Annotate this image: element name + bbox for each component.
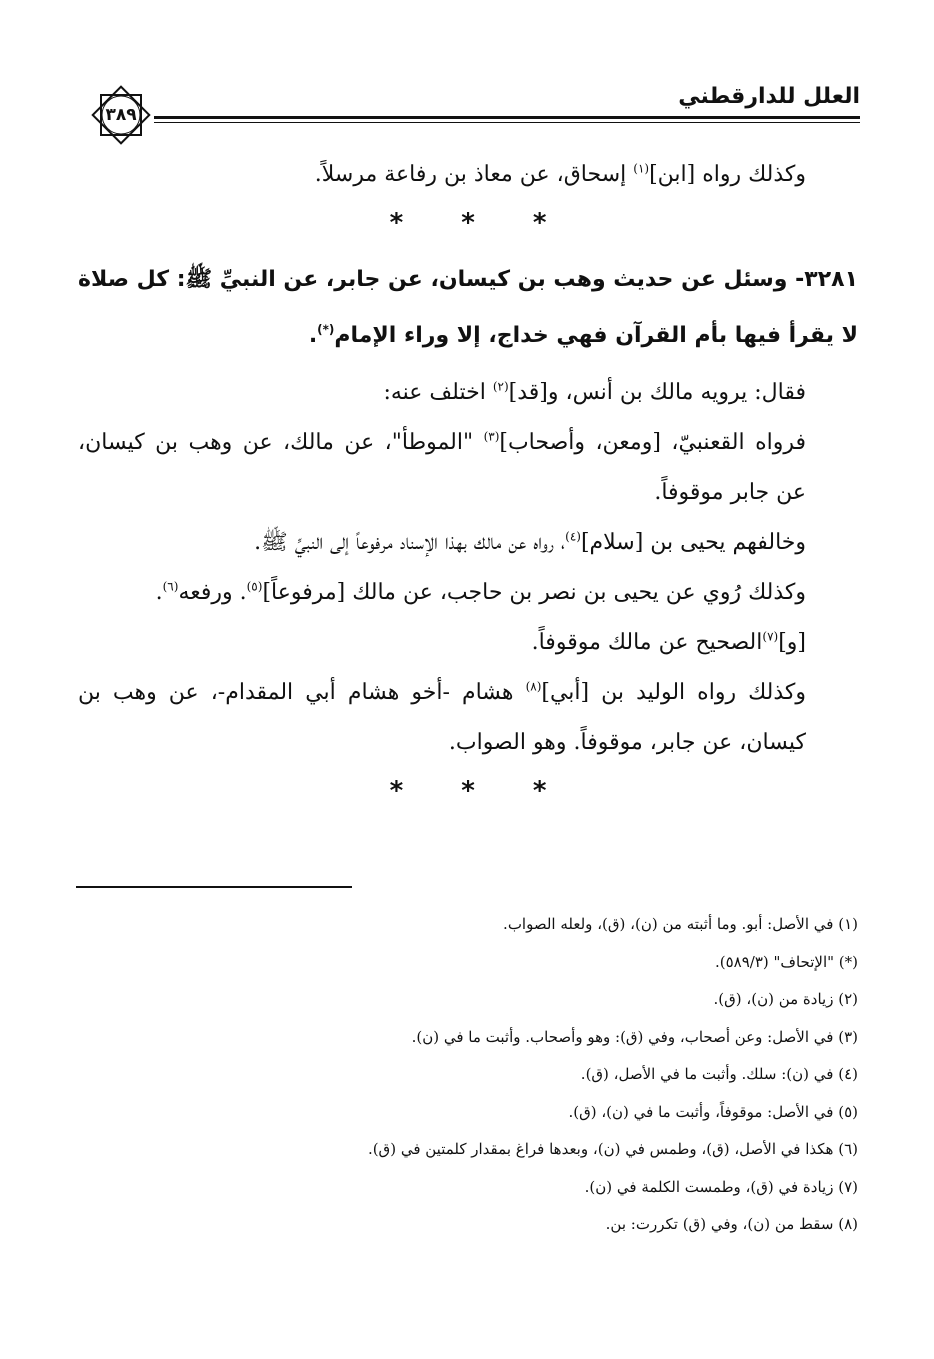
- hadith-heading: [78, 252, 858, 364]
- separator-star: *: [389, 208, 404, 238]
- text-run: وكذلك رُوي عن يحيى بن نصر بن حاجب، عن مالك [مرفوعاً]: [262, 580, 806, 605]
- footnote: (١) في الأصل: أبو. وما أثبته من (ن)، (ق)، ولعله الصواب.: [503, 915, 858, 933]
- text-run: "الموطأ"، عن مالك، عن وهب بن كيسان، عن جابر موقوفاً.: [78, 430, 806, 505]
- text-run: .: [155, 580, 163, 605]
- paragraph: [78, 418, 858, 518]
- text-run: وكذلك رواه الوليد بن [أبي]: [541, 680, 807, 705]
- paragraph: [78, 518, 858, 568]
- paragraph-line-1: [78, 150, 858, 200]
- footnote-ref[interactable]: (٧): [762, 629, 779, 644]
- footnote-ref[interactable]: (٣): [483, 429, 500, 444]
- footnote-ref[interactable]: (٤): [565, 529, 581, 544]
- hadith-text: ٣٢٨١- وسئل عن حديث وهب بن كيسان، عن جابر، عن النبيِّ ﷺ: كل صلاة لا يقرأ فيها بأم القرآن فهي خداج، إلا وراء الإمام: [78, 267, 858, 348]
- footnote-divider: [76, 886, 352, 888]
- text-run: ، رواه عن مالك بهذا الإسناد مرفوعاً إلى النبيِّ ﷺ.: [254, 530, 566, 555]
- footnote-ref[interactable]: (٨): [525, 679, 542, 694]
- footnote-ref[interactable]: (١): [633, 161, 650, 176]
- footnote: (٥) في الأصل: موقوفاً، وأثبت ما في (ن)، (ق).: [568, 1102, 858, 1121]
- footnotes: [78, 906, 858, 1244]
- book-title: العلل للدارقطني: [678, 84, 860, 109]
- footnote: (٢) زيادة من (ن)، (ق).: [713, 990, 858, 1008]
- text-run: .: [308, 323, 318, 348]
- separator-star: *: [389, 776, 404, 806]
- paragraph: [78, 368, 858, 418]
- footnote: (٧) زيادة في (ق)، وطمست الكلمة في (ن).: [584, 1177, 858, 1196]
- footnote: (٣) في الأصل: وعن أصحاب، وفي (ق): وهو وأصحاب. وأثبت ما في (ن).: [411, 1027, 858, 1046]
- text-run: فقال: يرويه مالك بن أنس، و[قد]: [508, 380, 806, 405]
- separator-star: *: [532, 776, 547, 806]
- text-run: هشام -أخو هشام أبي المقدام-، عن وهب بن كيسان، عن جابر، موقوفاً. وهو الصواب.: [78, 680, 806, 755]
- footnote-ref[interactable]: (٥): [246, 579, 263, 594]
- text-run: [و]: [778, 630, 806, 655]
- paragraph: [78, 568, 858, 618]
- footnote-ref[interactable]: (٢): [492, 379, 509, 394]
- section-separator: [78, 200, 858, 246]
- text-run: وخالفهم يحيى بن [سلام]: [580, 530, 806, 555]
- footnote: (٦) هكذا في الأصل، (ق)، وطمس في (ن)، وبعدها فراغ بمقدار كلمتين في (ق).: [367, 1140, 858, 1158]
- page-number-badge: [84, 78, 158, 152]
- paragraph: [78, 668, 858, 768]
- text-run: وكذلك رواه [ابن]: [649, 162, 806, 187]
- text-run: فرواه القعنبيّ، [ومعن، وأصحاب]: [499, 430, 806, 455]
- header-rule-thin: [154, 122, 860, 123]
- text-run: إسحاق، عن معاذ بن رفاعة مرسلاً.: [314, 162, 634, 187]
- footnote: (*) "الإتحاف" (٥٨٩/٣).: [715, 952, 858, 971]
- main-text: [78, 150, 858, 814]
- footnote: (٤) في (ن): سلك. وأثبت ما في الأصل، (ق).: [580, 1065, 858, 1083]
- page-header: [84, 78, 860, 148]
- section-separator: [78, 768, 858, 814]
- text-run: . ورفعه: [178, 580, 247, 605]
- text-run: اختلف عنه:: [383, 380, 493, 405]
- separator-star: *: [461, 208, 475, 238]
- paragraph: [78, 618, 858, 668]
- footnote-ref[interactable]: (*): [317, 322, 335, 337]
- text-run: الصحيح عن مالك موقوفاً.: [531, 630, 763, 655]
- footnote-ref[interactable]: (٦): [162, 579, 179, 594]
- page-number: ٣٨٩: [105, 105, 137, 125]
- footnote: (٨) سقط من (ن)، وفي (ق) تكررت: بن.: [605, 1215, 858, 1233]
- separator-star: *: [532, 208, 547, 238]
- separator-star: *: [461, 776, 475, 806]
- header-rule-thick: [154, 116, 860, 119]
